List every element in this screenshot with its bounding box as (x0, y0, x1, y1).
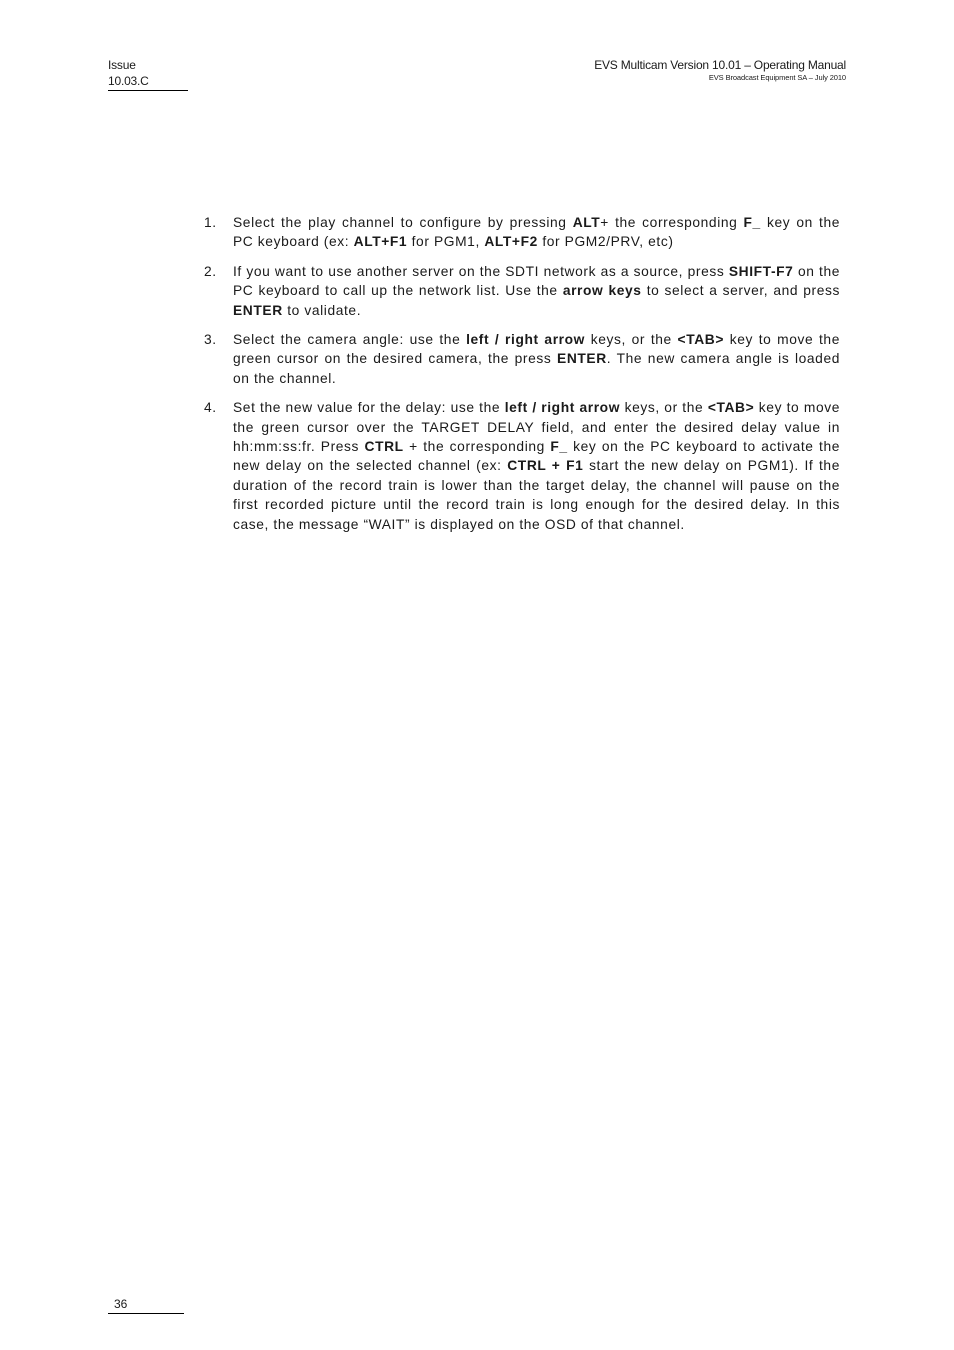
step-number: 2. (204, 263, 217, 279)
document-header (594, 57, 846, 83)
step-text-run: If you want to use another server on the SDTI network as a source, press (233, 263, 729, 279)
key-term: F_ (550, 439, 568, 455)
step-text-run: Set the new value for the delay: use the (233, 400, 505, 416)
procedure-step (204, 330, 840, 388)
key-term: ALT+F1 (353, 234, 408, 250)
step-text (233, 264, 840, 318)
key-term: CTRL + F1 (507, 458, 584, 474)
procedure-step (204, 398, 840, 534)
step-text-run: key to move the green cursor on the desired camera, the press (233, 332, 840, 367)
step-text-run: key on the PC keyboard to activate the new delay on the selected channel (ex: (233, 439, 841, 474)
key-term: <TAB> (677, 332, 724, 348)
issue-number: 10.03.C (108, 74, 149, 88)
key-term: F_ (743, 215, 761, 230)
step-text-run: key to move the green cursor over the TARGET DELAY field, and enter the desired delay value in hh:mm:ss:fr. Press (233, 400, 840, 455)
step-text-run: start the new delay on PGM1). If the duration of the record train is lower than the target delay, the channel will pause on the first recorded picture until the record train is long enough for the desired delay. In this case, the message “WAIT” is displayed on the OSD of that channel. (233, 458, 840, 532)
key-term: CTRL (364, 439, 404, 455)
step-text-run: keys, or the (585, 332, 678, 348)
step-text-run: keys, or the (620, 400, 708, 416)
step-text-run: for PGM1, (407, 234, 485, 250)
step-text (233, 215, 840, 249)
key-term: <TAB> (707, 400, 755, 416)
issue-block (108, 57, 188, 91)
step-text-run: Select the play channel to configure by pressing (233, 215, 573, 230)
step-text (233, 400, 840, 531)
issue-label: Issue (108, 58, 136, 72)
page-number: 36 (108, 1296, 184, 1314)
step-number: 4. (204, 400, 217, 416)
step-text-run: . The new camera angle is loaded on the channel. (233, 351, 840, 386)
key-term: left / right arrow (466, 332, 585, 348)
key-term: ALT+F2 (484, 234, 538, 250)
step-text-run: + the corresponding (600, 215, 744, 230)
key-term: ALT (572, 215, 601, 230)
step-text-run: on the PC keyboard to call up the network list. Use the (233, 263, 840, 299)
step-text-run: for PGM2/PRV, etc) (537, 234, 674, 250)
step-text-run: + the corresponding (403, 439, 551, 455)
key-term: SHIFT-F7 (728, 263, 794, 279)
procedure-step (204, 262, 840, 320)
key-term: left / right arrow (504, 400, 621, 416)
step-text-run: key on the PC keyboard (ex: (233, 215, 840, 250)
step-text-run: to validate. (282, 302, 362, 318)
procedure-step (204, 213, 840, 252)
step-text (233, 332, 840, 386)
step-text-run: Select the camera angle: use the (233, 332, 467, 348)
procedure-steps (204, 213, 840, 544)
step-text-run: to select a server, and press (641, 283, 840, 299)
step-number: 1. (204, 215, 217, 230)
document-subtitle: EVS Broadcast Equipment SA – July 2010 (708, 73, 846, 82)
key-term: arrow keys (562, 283, 642, 299)
key-term: ENTER (557, 351, 607, 367)
document-title: EVS Multicam Version 10.01 – Operating Manual (594, 58, 846, 72)
step-number: 3. (204, 332, 217, 348)
key-term: ENTER (233, 302, 283, 318)
